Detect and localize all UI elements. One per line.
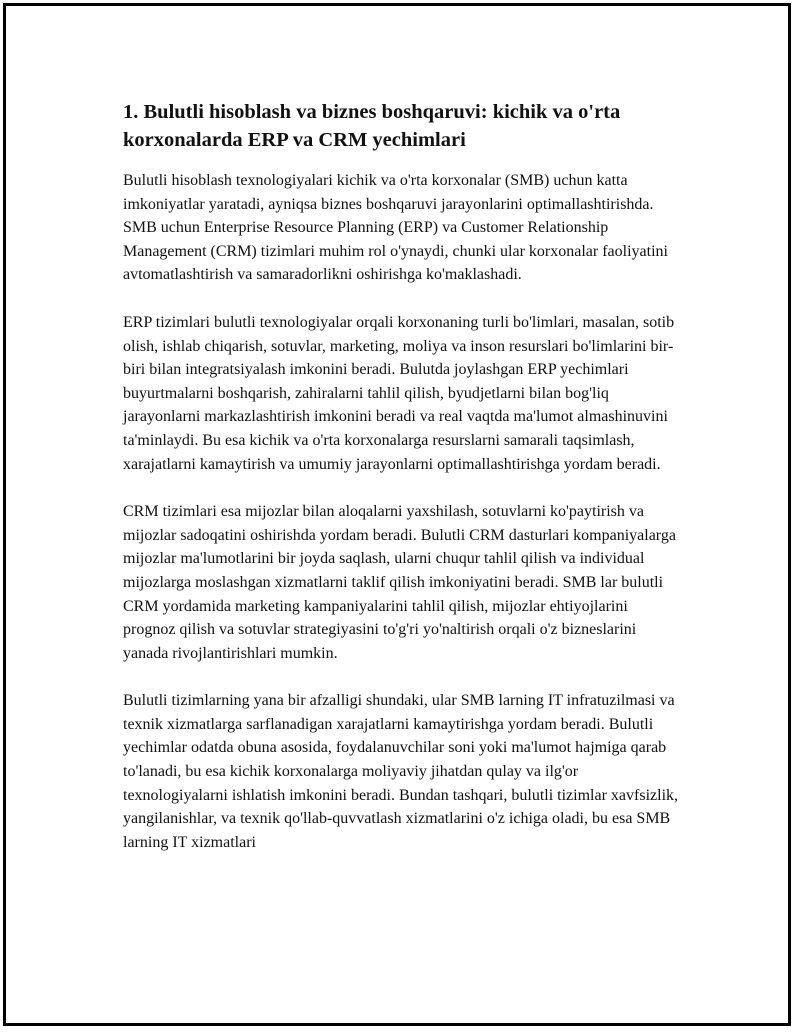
document-title: 1. Bulutli hisoblash va biznes boshqaruvi: kichik va o'rta korxonalarda ERP va CRM yechimlari	[123, 101, 621, 151]
paragraph-2: ERP tizimlari bulutli texnologiyalar orqali korxonaning turli bo'limlari, masalan, sotib olish, ishlab chiqarish, sotuvlar, marketing, moliya va inson resurslari bo'limlarini bir-biri bilan integratsiyalash imkonini beradi. Bulutda joylashgan ERP yechimlari buyurtmalarni boshqarish, zahiralarni tahlil qilish, byudjetlarni bilan bog'liq jarayonlarni markazlashtirish imkonini beradi va real vaqtda ma'lumot almashinuvini ta'minlaydi. Bu esa kichik va o'rta korxonalarga resurslarni samarali taqsimlash, xarajatlarni kamaytirish va umumiy jarayonlarni optimallashtirishga yordam beradi.	[123, 313, 675, 473]
paragraph-3: CRM tizimlari esa mijozlar bilan aloqalarni yaxshilash, sotuvlarni ko'paytirish va mijozlar sadoqatini oshirishda yordam beradi. Bulutli CRM dasturlari kompaniyalarga mijozlar ma'lumotlarini bir joyda saqlash, ularni chuqur tahlil qilish va individual mijozlarga moslashgan xizmatlarni taklif qilish imkoniyatini beradi. SMB lar bulutli CRM yordamida marketing kampaniyalarini tahlil qilish, mijozlar ehtiyojlarini prognoz qilish va sotuvlar strategiyasini to'g'ri yo'naltirish orqali o'z bizneslarini yanada rivojlantirishlari mumkin.	[123, 503, 676, 662]
paragraph-1: Bulutli hisoblash texnologiyalari kichik va o'rta korxonalar (SMB) uchun katta imkoniyatlar yaratadi, ayniqsa biznes boshqaruvi jarayonlarini optimallashtirishda. SMB uchun Enterprise Resource Planning (ERP) va Customer Relationship Management (CRM) tizimlari muhim rol o'ynaydi, chunki ular korxonalar faoliyatini avtomatlashtirish va samaradorlikni oshirishga ko'maklashadi.	[123, 172, 668, 284]
document-body	[123, 98, 683, 878]
page-frame	[3, 3, 791, 1026]
paragraph-4: Bulutli tizimlarning yana bir afzalligi shundaki, ular SMB larning IT infratuzilmasi va texnik xizmatlarga sarflanadigan xarajatlarni kamaytirishga yordam beradi. Bulutli yechimlar odatda obuna asosida, foydalanuvchilar soni yoki ma'lumot hajmiga qarab to'lanadi, bu esa kichik korxonalarga moliyaviy jihatdan qulay va ilg'or texnologiyalarni ishlatish imkonini beradi. Bundan tashqari, bulutli tizimlar xavfsizlik, yangilanishlar, va texnik qo'llab-quvvatlash xizmatlarini o'z ichiga oladi, bu esa SMB larning IT xizmatlari	[123, 692, 679, 851]
